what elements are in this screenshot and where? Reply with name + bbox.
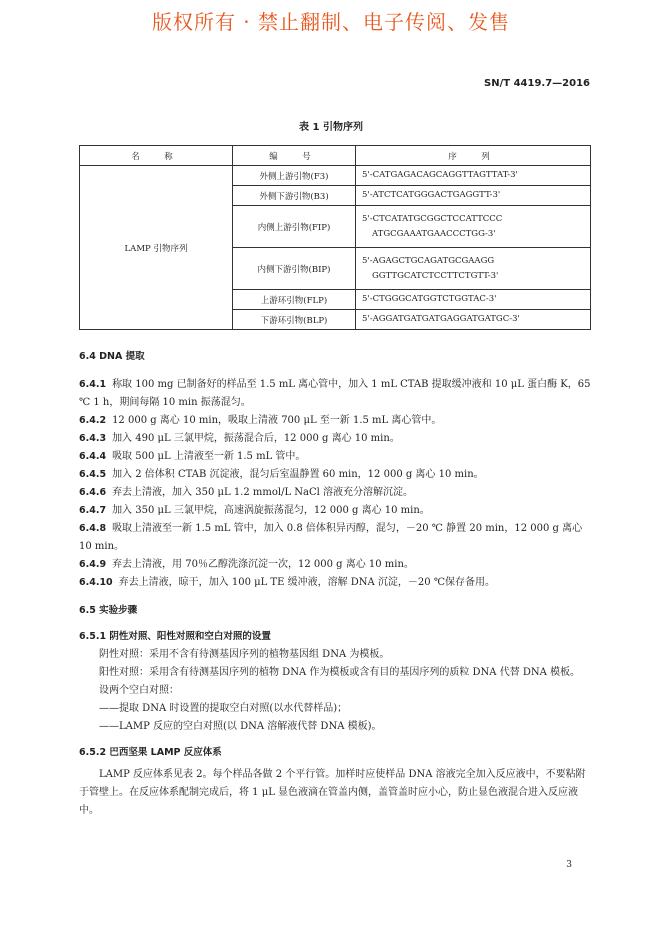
step-text: 加入 350 μL 三氯甲烷，高速涡旋振荡混匀，12 000 g 离心 10 min。: [112, 505, 430, 516]
paragraph: LAMP 反应体系见表 2。每个样品各做 2 个平行管。加样时应使样品 DNA 溶液完全加入反应液中，不要粘附于管壁上。在反应体系配制完成后，将 1 μL 显色液滴在管盖内侧，盖管盖时应小心，防止显色液混合进入反应液中。: [79, 769, 586, 816]
primer-code: 上游环引物(FLP): [233, 290, 356, 310]
primer-code: 外侧上游引物(F3): [233, 166, 356, 186]
sequence-line: 5'-CTCATATGCGGCTCCATTCCC: [362, 213, 503, 224]
list-item: ——提取 DNA 时设置的提取空白对照(以水代替样品)；: [99, 703, 348, 714]
step-number: 6.4.10: [79, 577, 113, 588]
page-number: 3: [566, 860, 572, 870]
step-text: 弃去上清液，用 70％乙醇洗涤沉淀一次，12 000 g 离心 10 min。: [112, 559, 414, 570]
header-code: 编 号: [233, 146, 356, 166]
step: [79, 502, 591, 520]
primer-code: 内侧上游引物(FIP): [233, 206, 356, 248]
paragraph: 设两个空白对照：: [99, 685, 179, 696]
step-number: 6.4.9: [79, 559, 107, 570]
primer-code: 外侧下游引物(B3): [233, 186, 356, 206]
primer-code: 下游环引物(BLP): [233, 310, 356, 330]
step: [79, 466, 591, 484]
step-number: 6.4.2: [79, 415, 107, 426]
step: [79, 520, 591, 556]
primer-sequence: [356, 186, 591, 206]
primer-table: [79, 145, 591, 330]
step-number: 6.4.1: [79, 379, 107, 390]
step-text: 12 000 g 离心 10 min，吸取上清液 700 μL 至一新 1.5 mL 离心管中。: [112, 415, 442, 426]
sequence-line: GGTTGCATCTCCTTCTGTT-3': [372, 270, 499, 281]
primer-sequence: [356, 206, 591, 248]
step-text: 加入 490 μL 三氯甲烷，振荡混合后，12 000 g 离心 10 min。: [112, 433, 400, 444]
document-number: SN/T 4419.7—2016: [484, 78, 590, 89]
table-row: [80, 166, 591, 186]
step-text: 弃去上清液，加入 350 μL 1.2 mmol/L NaCl 溶液充分溶解沉淀。: [112, 487, 414, 498]
sequence-line: 5'-AGAGCTGCAGATGCGAAGG: [362, 255, 495, 266]
section-heading: 6.4 DNA 提取: [79, 351, 145, 362]
primer-sequence: [356, 290, 591, 310]
step-number: 6.4.8: [79, 523, 107, 534]
sequence-line: 5'-AGGATGATGATGAGGATGATGC-3': [362, 314, 520, 324]
table-caption: 表 1 引物序列: [299, 122, 363, 133]
sequence-line: ATGCGAAATGAACCCTGG-3': [372, 228, 496, 239]
primer-code: 内侧下游引物(BIP): [233, 248, 356, 290]
step: [79, 376, 591, 412]
step-text: 加入 2 倍体积 CTAB 沉淀液，混匀后室温静置 60 min，12 000 g 离心 10 min。: [112, 469, 484, 480]
step: [79, 574, 591, 592]
paragraph: 阳性对照：采用含有待测基因序列的植物 DNA 作为模板或含有目的基因序列的质粒 DNA 代替 DNA 模板。: [99, 667, 581, 678]
primer-sequence: [356, 248, 591, 290]
step: [79, 556, 591, 574]
step: [79, 448, 591, 466]
sequence-line: 5'-CTGGGCATGGTCTGGTAC-3': [362, 294, 497, 304]
sequence-line: 5'-ATCTCATGGGACTGAGGTT-3': [362, 190, 501, 200]
step: [79, 430, 591, 448]
primer-sequence: [356, 166, 591, 186]
watermark-banner: 版权所有 · 禁止翻制、电子传阅、发售: [151, 10, 511, 34]
header-sequence: 序 列: [356, 146, 591, 166]
list-item: ——LAMP 反应的空白对照(以 DNA 溶解液代替 DNA 模板)。: [99, 721, 382, 732]
subsection-heading: 6.5.2 巴西坚果 LAMP 反应体系: [79, 747, 222, 758]
body-content: [79, 348, 591, 820]
step: [79, 484, 591, 502]
step-number: 6.4.5: [79, 469, 107, 480]
group-name-cell: LAMP 引物序列: [80, 166, 233, 330]
step-number: 6.4.7: [79, 505, 107, 516]
step-text: 称取 100 mg 已制备好的样品至 1.5 mL 离心管中，加入 1 mL CTAB 提取缓冲液和 10 μL 蛋白酶 K，65 ℃ 1 h，期间每隔 10 min 振荡混匀。: [79, 379, 591, 408]
step: [79, 412, 591, 430]
step-text: 吸取 500 μL 上清液至一新 1.5 mL 管中。: [112, 451, 306, 462]
subsection-heading: 6.5.1 阴性对照、阳性对照和空白对照的设置: [79, 631, 271, 642]
sequence-line: 5'-CATGAGACAGCAGGTTAGTTAT-3': [362, 170, 518, 180]
step-text: 弃去上清液，晾干，加入 100 μL TE 缓冲液，溶解 DNA 沉淀，－20 ℃保存备用。: [118, 577, 496, 588]
table-header-row: [80, 146, 591, 166]
step-number: 6.4.4: [79, 451, 107, 462]
step-number: 6.4.6: [79, 487, 107, 498]
step-text: 吸取上清液至一新 1.5 mL 管中，加入 0.8 倍体积异丙醇，混匀，－20 ℃ 静置 20 min，12 000 g 离心 10 min。: [79, 523, 583, 552]
header-name: 名 称: [80, 146, 233, 166]
step-number: 6.4.3: [79, 433, 107, 444]
section-heading: 6.5 实验步骤: [79, 605, 138, 616]
paragraph: 阴性对照：采用不含有待测基因序列的植物基因组 DNA 为模板。: [99, 649, 390, 660]
primer-sequence: [356, 310, 591, 330]
